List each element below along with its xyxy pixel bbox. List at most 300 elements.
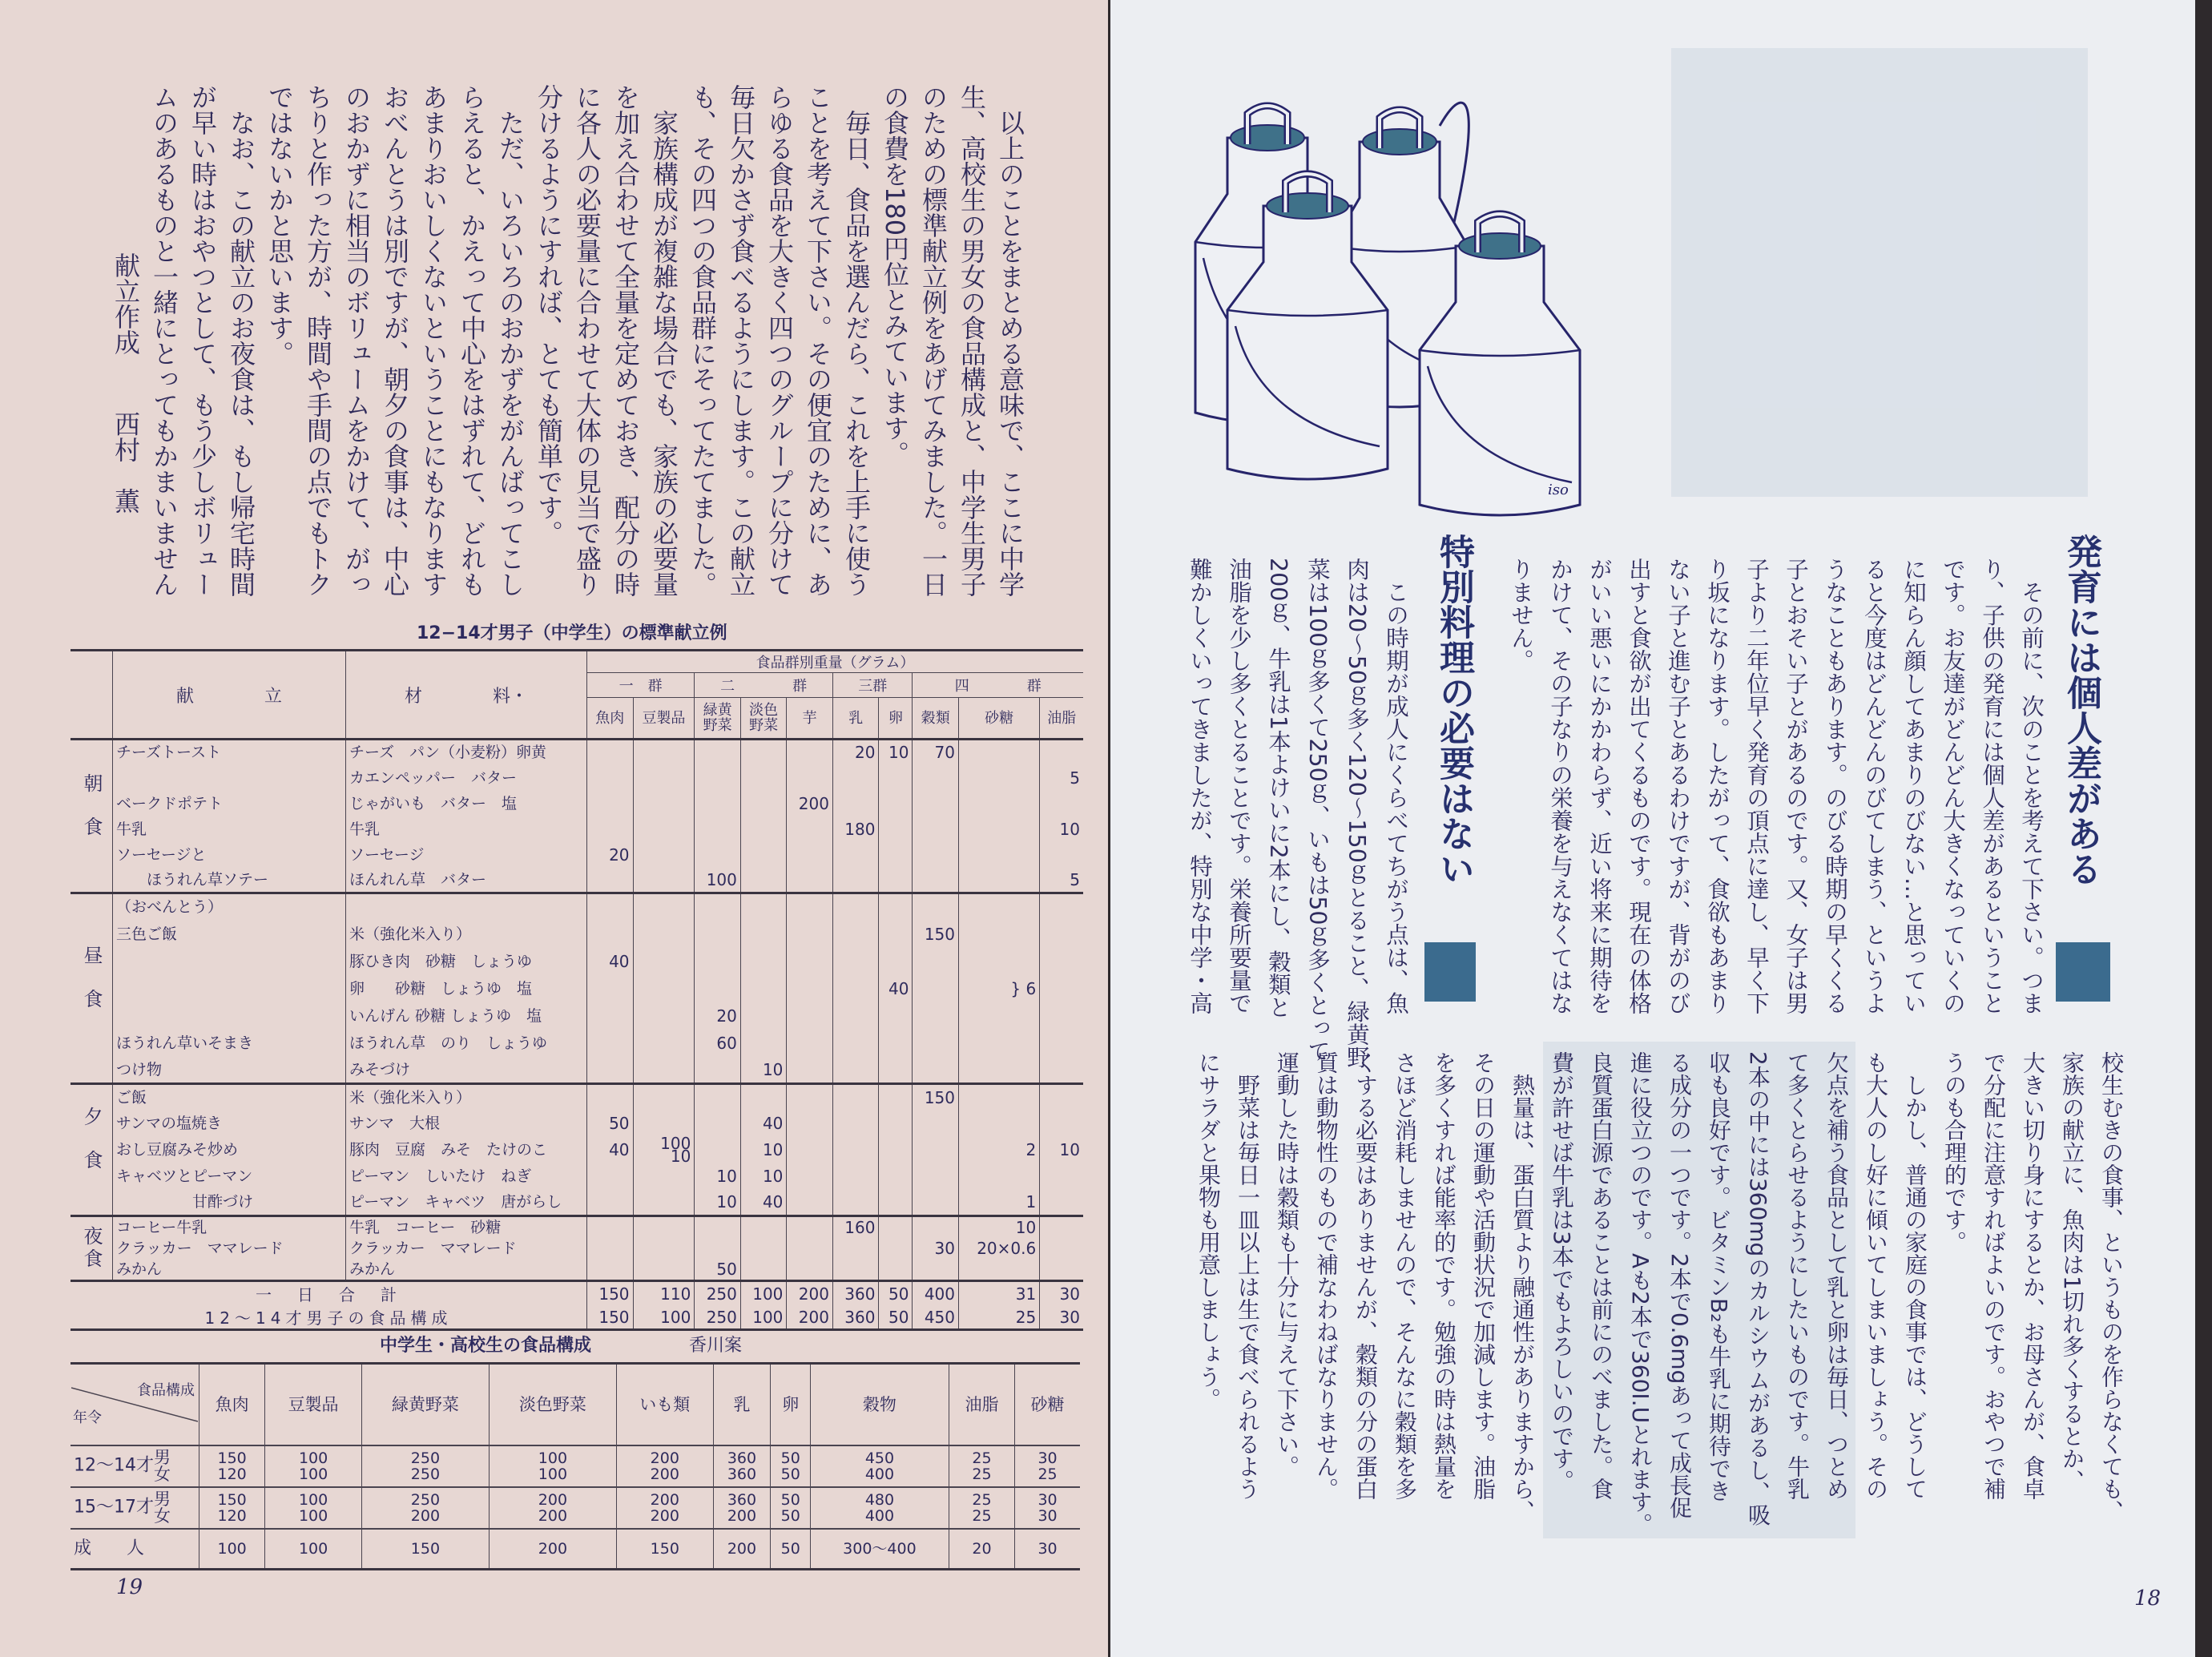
text-column: がいい悪いにかかわらず、近い将来に期待を — [1586, 558, 1613, 1014]
meal-header — [71, 651, 113, 740]
weight-cell — [633, 1002, 695, 1030]
weight-cell — [633, 948, 695, 975]
weight-cell — [879, 1111, 913, 1137]
table-row — [71, 975, 1083, 1002]
food-group-header: 緑黄 野菜 — [695, 698, 741, 740]
weight-cell: 70 — [913, 740, 959, 765]
author-label: 献立作成 — [111, 252, 141, 355]
weight-cell — [787, 842, 833, 868]
weight-cell — [959, 1111, 1040, 1137]
weight-cell — [587, 1163, 634, 1190]
weight-cell — [959, 948, 1040, 975]
text-column: 校生むきの食事、というものを作らなくても、 — [2098, 1051, 2125, 1522]
weight-cell — [913, 1163, 959, 1190]
ingredients: ピーマン しいたけ ねぎ — [346, 1163, 587, 1190]
table-row — [71, 921, 1083, 948]
weight-cell — [1040, 1057, 1083, 1084]
meal-label: 昼食 — [80, 945, 103, 1032]
weight-cell — [787, 1190, 833, 1216]
weight-cell: 50 — [695, 1260, 741, 1281]
page-number-left: 19 — [116, 1575, 143, 1599]
weight-cell — [695, 948, 741, 975]
text-column: 収も良好です。ビタミンB₂も牛乳に期待でき — [1706, 1051, 1732, 1502]
total-cell: 450 — [913, 1305, 959, 1330]
total-cell: 50 — [879, 1305, 913, 1330]
text-column: のための標準献立例をあげてみました。一日 — [918, 84, 949, 597]
text-column: さほど消耗しませんので、そんなに穀類を多 — [1392, 1051, 1418, 1500]
weight-cell — [787, 1238, 833, 1260]
text-column: ことを考えて下さい。その便宜のために、あ — [803, 84, 833, 597]
food-group-header: 油脂 — [1040, 698, 1083, 740]
weight-cell — [587, 1002, 634, 1030]
table-row — [71, 868, 1083, 893]
table-row — [71, 1260, 1083, 1281]
ingredients: ほんれん草 バター — [346, 868, 587, 893]
total-cell: 110 — [633, 1281, 695, 1306]
weight-cell — [787, 1057, 833, 1084]
section-heading-individual-differences: 発育には個人差がある — [2061, 534, 2101, 886]
text-column: て多くとらせるようにしたいものです。牛乳 — [1784, 1051, 1811, 1500]
ingredients: じゃがいも バター 塩 — [346, 791, 587, 816]
weight-cell — [633, 1260, 695, 1281]
age-label — [71, 1529, 199, 1569]
weight-cell — [879, 765, 913, 791]
weight-cell — [959, 740, 1040, 765]
weight-cell — [695, 842, 741, 868]
weight-cell: 20 — [587, 842, 634, 868]
menu-item: （おべんとう） — [113, 893, 346, 921]
food-group-header: 淡色 野菜 — [740, 698, 787, 740]
menu-item: みかん — [113, 1260, 346, 1281]
weight-cell: 10 — [695, 1190, 741, 1216]
composition-cell: 25 25 — [949, 1445, 1014, 1487]
text-column: 出すと食欲が出てくるものです。現在の体格 — [1626, 558, 1652, 1014]
table-row — [71, 842, 1083, 868]
menu-item: ほうれん草いそまき — [113, 1030, 346, 1057]
weight-cell — [740, 791, 787, 816]
weight-cell — [633, 791, 695, 816]
menu-item: チーズトースト — [113, 740, 346, 765]
weight-cell — [879, 921, 913, 948]
weight-cell — [695, 1137, 741, 1163]
composition-header: 卵 — [771, 1364, 811, 1446]
weight-cell — [832, 975, 879, 1002]
text-column: らゆる食品を大きく四つのグループに分けて — [764, 84, 795, 597]
show-through-shadow — [1671, 48, 2088, 497]
age-range: 15〜17才 — [74, 1497, 154, 1518]
weight-cell — [787, 975, 833, 1002]
meal-label: 夕食 — [80, 1107, 103, 1193]
text-column: に知らん顔してあまりのびない…と思ってい — [1900, 558, 1927, 1014]
total-cell: 200 — [787, 1281, 833, 1306]
weight-cell — [879, 1030, 913, 1057]
total-cell: 100 — [633, 1305, 695, 1330]
weight-cell — [740, 868, 787, 893]
weight-cell — [633, 1057, 695, 1084]
standard-menu-table — [71, 649, 1083, 1331]
ingredients: 卵 砂糖 しょうゆ 塩 — [346, 975, 587, 1002]
food-group-header: 豆製品 — [633, 698, 695, 740]
weight-cell — [633, 1030, 695, 1057]
weight-cell — [787, 1111, 833, 1137]
weight-cell — [695, 1111, 741, 1137]
composition-header: 油脂 — [949, 1364, 1014, 1446]
weight-cell: 40 — [587, 1137, 634, 1163]
weight-cell — [787, 868, 833, 893]
weight-cell — [587, 975, 634, 1002]
author-credit — [107, 84, 145, 613]
food-composition-table — [71, 1362, 1080, 1570]
text-column: 欠点を補う食品として乳と卵は毎日、つとめ — [1823, 1051, 1850, 1500]
text-column: も大人のし好に傾いてしまいましょう。その — [1863, 1051, 1889, 1500]
menu-item — [113, 765, 346, 791]
weight-cell: 10 — [1040, 1137, 1083, 1163]
weight-cell — [832, 1260, 879, 1281]
weight-cell: 5 — [1040, 765, 1083, 791]
weight-cell — [587, 1084, 634, 1111]
composition-cell: 50 — [771, 1529, 811, 1569]
text-column: あまりおいしくないということにもなります — [418, 84, 449, 597]
weight-cell — [1040, 948, 1083, 975]
meal-group — [71, 893, 1083, 1084]
composition-cell: 200 200 — [489, 1487, 616, 1529]
text-column: 子とおそい子とがあるのです。又、女子は男 — [1783, 558, 1809, 1014]
weight-cell — [1040, 975, 1083, 1002]
weight-cell — [587, 791, 634, 816]
text-column: です。お友達がどんどん大きくなっていくの — [1940, 558, 1966, 1014]
ingredients: クラッカー ママレード — [346, 1238, 587, 1260]
ingredients: サンマ 大根 — [346, 1111, 587, 1137]
meal-label: 夜食 — [80, 1226, 103, 1271]
composition-cell: 150 — [616, 1529, 713, 1569]
composition-row — [71, 1487, 1080, 1529]
meal-label: 朝食 — [80, 772, 103, 860]
weight-cell — [1040, 1238, 1083, 1260]
meal-group — [71, 1216, 1083, 1281]
weight-cell: 20 — [695, 1002, 741, 1030]
menu-item: サンマの塩焼き — [113, 1111, 346, 1137]
weight-cell — [740, 975, 787, 1002]
composition-header: 緑黄野菜 — [361, 1364, 489, 1446]
sex-label: 男 女 — [154, 1448, 171, 1484]
weight-cell — [740, 1030, 787, 1057]
composition-table-source: 香川案 — [689, 1336, 743, 1356]
menu-item — [113, 948, 346, 975]
text-column: 運動した時は穀類も十分に与えて下さい。 — [1274, 1051, 1300, 1478]
composition-cell: 100 100 — [265, 1487, 362, 1529]
weight-cell — [913, 893, 959, 921]
table-row — [71, 791, 1083, 816]
weight-cell — [879, 842, 913, 868]
weight-cell — [695, 921, 741, 948]
weight-cell — [959, 893, 1040, 921]
composition-row — [71, 1529, 1080, 1569]
composition-cell: 200 200 — [616, 1487, 713, 1529]
weight-cell — [832, 1137, 879, 1163]
text-column: 家族の献立に、魚肉は1切れ多くするとか、 — [2059, 1051, 2085, 1492]
weight-cell — [740, 740, 787, 765]
weight-cell — [633, 1216, 695, 1238]
weight-cell — [787, 948, 833, 975]
text-column: る成分の一つです。2本で0.6mgあって成長促 — [1666, 1051, 1693, 1519]
weight-cell — [879, 948, 913, 975]
text-column: ただ、いろいろのおかずをがんばってこし — [495, 84, 526, 597]
food-group-header: 砂糖 — [959, 698, 1040, 740]
text-column: らえると、かえって中心をはずれて、どれも — [457, 84, 487, 597]
weight-cell — [633, 1111, 695, 1137]
text-column: その日の運動や活動状況で加減します。油脂 — [1470, 1051, 1497, 1500]
weight-cell — [832, 842, 879, 868]
ingredients: 豚ひき肉 砂糖 しょうゆ — [346, 948, 587, 975]
weight-cell — [913, 1030, 959, 1057]
text-column: のおかずに相当のボリュームをかけて、がっ — [341, 84, 372, 597]
age-range: 成 人 — [74, 1538, 145, 1558]
text-column: 野菜は毎日一皿以上は生で食べられるよう — [1235, 1051, 1261, 1500]
weight-cell — [1040, 1084, 1083, 1111]
weight-cell — [913, 1216, 959, 1238]
text-column: で分配に注意すればよいのです。おやつで補 — [1980, 1051, 2007, 1500]
total-cell: 31 — [959, 1281, 1040, 1306]
total-cell: 25 — [959, 1305, 1040, 1330]
text-column: にサラダと果物も用意しましょう。 — [1195, 1051, 1222, 1410]
weight-cell — [633, 740, 695, 765]
composition-cell: 100 100 — [489, 1445, 616, 1487]
text-column: 子より二年位早く発育の頂点に達し、早く下 — [1743, 558, 1770, 1014]
total-label: 12〜14才男子の食品構成 — [204, 1308, 453, 1328]
weight-cell: 150 — [913, 1084, 959, 1111]
weight-cell — [695, 816, 741, 842]
text-column: 油脂を少し多くとることです。栄養所要量で — [1226, 558, 1252, 1014]
total-cell: 30 — [1040, 1281, 1083, 1306]
weight-cell — [695, 1238, 741, 1260]
weight-cell — [879, 1084, 913, 1111]
weight-cell — [587, 868, 634, 893]
table-row — [71, 1238, 1083, 1260]
text-column: ではないかと思います。 — [264, 84, 295, 366]
weight-cell — [832, 868, 879, 893]
composition-cell: 200 — [489, 1529, 616, 1569]
total-label: 一 日 合 計 — [256, 1285, 401, 1304]
weight-cell — [1040, 1002, 1083, 1030]
weight-cell — [740, 1238, 787, 1260]
weight-cell — [695, 1084, 741, 1111]
weight-cell: 10 — [740, 1137, 787, 1163]
table-row — [71, 816, 1083, 842]
text-column: ちりと作った方が、時間や手間の点でもトク — [303, 84, 333, 597]
weight-cell: 5 — [1040, 868, 1083, 893]
section-heading-no-special-meals: 特別料理の必要はない — [1433, 534, 1474, 886]
text-column: 進に役立つのです。Aも2本で360I.Uとれます。 — [1627, 1051, 1654, 1536]
text-column: ない子と進む子とあるわけですが、背がのび — [1665, 558, 1691, 1014]
weight-cell — [832, 1002, 879, 1030]
weight-cell — [1040, 842, 1083, 868]
weight-cell — [787, 1002, 833, 1030]
group-2-header: 二 群 — [695, 673, 833, 698]
weight-cell — [633, 868, 695, 893]
text-column: 熱量は、蛋白質より融通性がありますから、 — [1509, 1051, 1536, 1522]
weight-cell — [879, 1163, 913, 1190]
composition-cell: 25 25 — [949, 1487, 1014, 1529]
weight-cell — [740, 765, 787, 791]
weight-cell — [959, 868, 1040, 893]
weight-cell — [695, 1057, 741, 1084]
weight-cell: 2 — [959, 1137, 1040, 1163]
text-column: おべんとうは別ですが、朝夕の食事は、中心 — [380, 84, 410, 597]
weight-cell — [633, 1163, 695, 1190]
table-row — [71, 1190, 1083, 1216]
composition-cell: 480 400 — [811, 1487, 949, 1529]
ingredients: 牛乳 コーヒー 砂糖 — [346, 1216, 587, 1238]
total-cell: 200 — [787, 1305, 833, 1330]
menu-item: つけ物 — [113, 1057, 346, 1084]
weight-cell — [913, 791, 959, 816]
weight-cell — [1040, 893, 1083, 921]
weight-cell — [832, 1238, 879, 1260]
weight-cell — [879, 1057, 913, 1084]
text-column: 毎日、食品を選んだら、これを上手に使う — [841, 84, 872, 597]
weight-cell — [959, 765, 1040, 791]
menu-item: おし豆腐みそ炒め — [113, 1137, 346, 1163]
weight-cell — [740, 893, 787, 921]
composition-header: 魚肉 — [199, 1364, 265, 1446]
composition-cell: 100 — [199, 1529, 265, 1569]
weight-cell — [787, 1216, 833, 1238]
food-group-header: 魚肉 — [587, 698, 634, 740]
weight-cell — [1040, 740, 1083, 765]
weight-cell — [787, 1260, 833, 1281]
ingredients: ほうれん草 のり しょうゆ — [346, 1030, 587, 1057]
ingredients: カエンペッパー バター — [346, 765, 587, 791]
composition-cell: 450 400 — [811, 1445, 949, 1487]
weight-cell — [959, 1030, 1040, 1057]
composition-cell: 30 25 — [1015, 1445, 1080, 1487]
weight-cell — [879, 816, 913, 842]
text-column: の食費を180円位とみています。 — [880, 84, 910, 467]
weight-cell — [787, 921, 833, 948]
weight-cell — [913, 1190, 959, 1216]
lid — [1363, 129, 1436, 155]
weight-cell — [587, 816, 634, 842]
weight-cell — [913, 1260, 959, 1281]
weight-cell — [587, 740, 634, 765]
weight-cell: 40 — [879, 975, 913, 1002]
weight-cell — [959, 842, 1040, 868]
weight-cell — [695, 1216, 741, 1238]
weight-cell: 20 — [832, 740, 879, 765]
weight-cell — [832, 1111, 879, 1137]
composition-header: いも類 — [616, 1364, 713, 1446]
weight-cell — [832, 765, 879, 791]
text-column: も、その四つの食品群にそってたてました。 — [687, 84, 718, 597]
weight-cell — [740, 1216, 787, 1238]
weight-cell — [959, 816, 1040, 842]
table-row — [71, 1111, 1083, 1137]
table-row — [71, 765, 1083, 791]
ingredients: 豚肉 豆腐 みそ たけのこ — [346, 1137, 587, 1163]
total-cell: 50 — [879, 1281, 913, 1306]
text-column: を多くすれば能率的です。勉強の時は熱量を — [1431, 1051, 1457, 1500]
menu-item: 三色ご飯 — [113, 921, 346, 948]
menu-item: コーヒー牛乳 — [113, 1216, 346, 1238]
text-column: 費が許せば牛乳は3本でもよろしいのです。 — [1549, 1051, 1575, 1492]
weight-cell: 10 — [879, 740, 913, 765]
weight-cell — [879, 1190, 913, 1216]
ingredients-header: 材 料・ — [346, 651, 587, 740]
weight-cell — [1040, 791, 1083, 816]
weight-cell — [832, 1084, 879, 1111]
weight-cell — [787, 1084, 833, 1111]
text-column: 家族構成が複雑な場合でも、家族の必要量 — [649, 84, 679, 597]
left-article-text — [107, 84, 1029, 613]
text-column: り、子供の発育には個人差があるということ — [1979, 558, 2005, 1014]
table-row — [71, 1057, 1083, 1084]
composition-cell: 30 — [1015, 1529, 1080, 1569]
weight-cell — [913, 948, 959, 975]
composition-cell: 20 — [949, 1529, 1014, 1569]
table-row — [71, 1084, 1083, 1111]
composition-cell: 360 360 — [713, 1445, 771, 1487]
weight-cell — [633, 842, 695, 868]
weight-cell — [740, 1260, 787, 1281]
weight-cell: 10 — [740, 1163, 787, 1190]
menu-item — [113, 975, 346, 1002]
menu-item: ご飯 — [113, 1084, 346, 1111]
text-column: 毎日欠かさず食べるようにします。この献立 — [726, 84, 756, 597]
text-column: を加え合わせて全量を定めておき、配分の時 — [610, 84, 641, 597]
weight-cell — [959, 791, 1040, 816]
corner-header — [71, 1364, 199, 1446]
weight-cell — [695, 893, 741, 921]
weight-cell — [740, 1002, 787, 1030]
weight-cell — [1040, 1030, 1083, 1057]
ingredients: チーズ パン（小麦粉）卵黄 — [346, 740, 587, 765]
artist-signature: iso — [1548, 482, 1569, 498]
weight-cell: 50 — [587, 1111, 634, 1137]
weight-cell: 40 — [740, 1111, 787, 1137]
composition-cell: 200 — [713, 1529, 771, 1569]
food-group-header: 乳 — [832, 698, 879, 740]
composition-header: 乳 — [713, 1364, 771, 1446]
ingredients: いんげん 砂糖 しょうゆ 塩 — [346, 1002, 587, 1030]
weight-cell — [832, 948, 879, 975]
weight-cell — [913, 842, 959, 868]
composition-cell: 150 120 — [199, 1487, 265, 1529]
corner-bottom-label: 年令 — [73, 1409, 102, 1426]
weight-cell: 10 — [1040, 816, 1083, 842]
weight-cell — [787, 765, 833, 791]
weight-cell — [959, 1002, 1040, 1030]
composition-cell: 250 200 — [361, 1487, 489, 1529]
table-row — [71, 1216, 1083, 1238]
ingredients: みそづけ — [346, 1057, 587, 1084]
weight-cell: 20×0.6 — [959, 1238, 1040, 1260]
group-weight-header: 食品群別重量（グラム） — [587, 651, 1084, 673]
menu-item: ベークドポテト — [113, 791, 346, 816]
weight-cell — [740, 921, 787, 948]
weight-cell — [587, 893, 634, 921]
weight-cell — [1040, 1260, 1083, 1281]
ingredients: ソーセージ — [346, 842, 587, 868]
text-column: 200ｇ、牛乳は1本よけいに2本にし、穀類と — [1265, 558, 1291, 1019]
weight-cell: 10 — [740, 1057, 787, 1084]
ingredients: 米（強化米入り） — [346, 921, 587, 948]
composition-cell: 150 — [361, 1529, 489, 1569]
ingredients — [346, 893, 587, 921]
weight-cell — [787, 1030, 833, 1057]
weight-cell — [787, 740, 833, 765]
text-column: 分けるようにすれば、とても簡単です。 — [534, 84, 564, 546]
ingredients: ピーマン キャベツ 唐がらし — [346, 1190, 587, 1216]
